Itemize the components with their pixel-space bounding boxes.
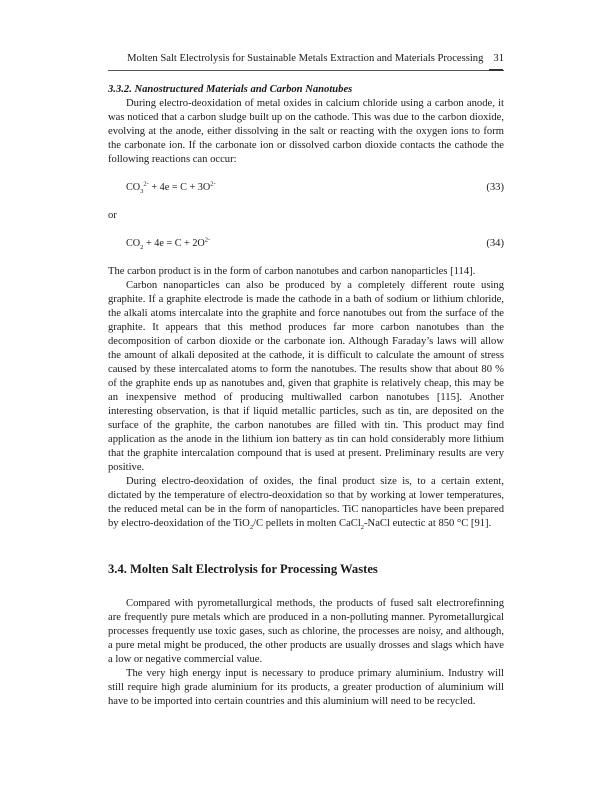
paragraph: During electro-deoxidation of metal oxides in calcium chloride using a carbon anode, it was noticed that a carbon sludge built up on the cathode. This was due to the carbon dioxide, evolving at the anode, either dissolving in the salt or reacting with the oxygen ions to form the carbonate ion. If the carbonate ion or dissolved carbon dioxide contacts the cathode the following reactions can occur: xyxy=(108,98,504,165)
running-header xyxy=(108,53,504,64)
connector-text: or xyxy=(108,210,117,221)
page-number: 31 xyxy=(493,53,504,64)
paragraph: Compared with pyrometallurgical methods, the products of fused salt electrorefinning are frequently pure metals which are produced in a non-polluting manner. Pyrometallurgical processes frequently use toxic gases, such as chlorine, the processes are noisy, and although, a pure metal might be produced, the other products are usually drosses and slags which have a low or negative commercial value. xyxy=(108,598,504,665)
header-rule xyxy=(108,70,504,71)
paragraph: The carbon product is in the form of carbon nanotubes and carbon nanoparticles [114]. xyxy=(108,266,476,277)
equation-number: (34) xyxy=(486,238,504,249)
section-heading: 3.4. Molten Salt Electrolysis for Processing Wastes xyxy=(108,562,378,576)
running-title: Molten Salt Electrolysis for Sustainable Metals Extraction and Materials Processing xyxy=(127,53,484,64)
equation-body: $CO_3^{2-} + 4e = C + 3O^{2-}$ xyxy=(126,180,216,196)
equation-number: (33) xyxy=(486,182,504,193)
equation-34 xyxy=(108,237,504,251)
body-content xyxy=(108,83,504,709)
paragraph: During electro-deoxidation of oxides, the final product size is, to a certain extent, dictated by the temperature of electro-deoxidation so that by working at lower temperatures, the reduced metal can be in the form of nanoparticles. TiC nanoparticles have been prepared by electro-deoxidation of the TiO$_2$/C pellets in molten CaCl$_2$-NaCl eutectic at 850 °C [91]. xyxy=(108,476,504,532)
equation-33 xyxy=(108,181,504,195)
subsection-heading: 3.3.2. Nanostructured Materials and Carbon Nanotubes xyxy=(108,84,353,95)
header-rule-marker xyxy=(489,69,503,71)
paragraph: The very high energy input is necessary to produce primary aluminium. Industry will still require high grade aluminium for its products, a greater production of aluminium will have to be imported into certain countries and this aluminium will need to be recycled. xyxy=(108,668,504,707)
equation-body: $CO_2 + 4e = C + 2O^{2-}$ xyxy=(126,236,211,252)
paragraph: Carbon nanoparticles can also be produced by a completely different route using graphite. If a graphite electrode is made the cathode in a bath of sodium or lithium chloride, the alkali atoms intercalate into the graphite and force nanotubes out from the surface of the graphite. It appears that this method produces far more carbon nanotubes than the decomposition of carbon dioxide or the carbonate ion. Although Faraday’s laws will allow the amount of alkali deposited at the cathode, it is difficult to calculate the amount of stress caused by these intercalated atoms to form the nanotubes. The results show that about 80 % of the graphite ends up as nanotubes and, given that graphite is relatively cheap, this may be an inexpensive method of producing multiwalled carbon nanotubes [115]. Another interesting observation, is that if liquid metallic particles, such as tin, are deposited on the surface of the graphite, the carbon nanotubes are filled with tin. This product may find application as the anode in the lithium ion battery as tin can hold considerably more lithium that the graphite intercalation compound that is used at present. Preliminary results are very positive. xyxy=(108,280,504,473)
